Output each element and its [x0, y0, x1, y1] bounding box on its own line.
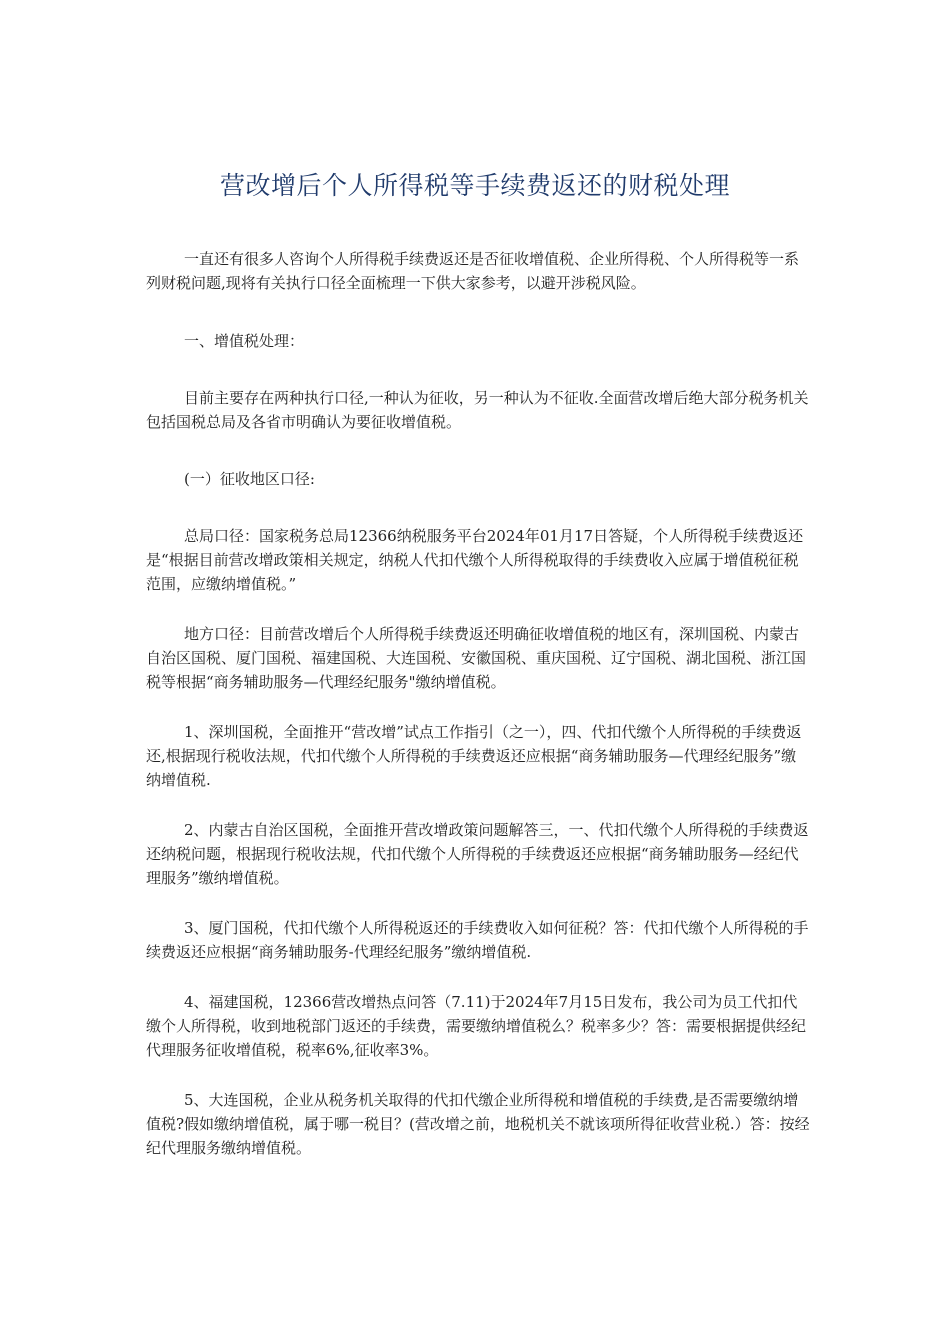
paragraph-local-bureaus: 地方口径：目前营改增后个人所得税手续费返还明确征收增值税的地区有，深圳国税、内蒙古自治区国税、厦门国税、福建国税、大连国税、安徽国税、重庆国税、辽宁国税、湖北国税、浙江国税等根据“商务辅助服务—代理经纪服务"缴纳增值税。 [146, 625, 807, 691]
paragraph-vat-overview: 目前主要存在两种执行口径,一种认为征收，另一种认为不征收.全面营改增后绝大部分税务机关包括国税总局及各省市明确认为要征收增值税。 [146, 389, 809, 431]
list-item-shenzhen: 1、深圳国税，全面推开“营改增”试点工作指引（之一），四、代扣代缴个人所得税的手续费返还,根据现行税收法规，代扣代缴个人所得税的手续费返还应根据“商务辅助服务—代理经纪服务”缴纳增值税. [146, 723, 802, 789]
paragraph-intro: 一直还有很多人咨询个人所得税手续费返还是否征收增值税、企业所得税、个人所得税等一系列财税问题,现将有关执行口径全面梳理一下供大家参考，以避开涉税风险。 [146, 250, 800, 292]
list-item-inner-mongolia: 2、内蒙古自治区国税，全面推开营改增政策问题解答三，一、代扣代缴个人所得税的手续费返还纳税问题，根据现行税收法规，代扣代缴个人所得税的手续费返还应根据“商务辅助服务—经纪代理服务”缴纳增值税。 [146, 821, 809, 887]
section-heading-vat: 一、增值税处理： [184, 332, 305, 350]
list-item-xiamen: 3、厦门国税，代扣代缴个人所得税返还的手续费收入如何征税？答：代扣代缴个人所得税的手续费返还应根据“商务辅助服务-代理经纪服务”缴纳增值税. [146, 919, 809, 961]
document-body [146, 247, 810, 1187]
list-item-dalian: 5、大连国税，企业从税务机关取得的代扣代缴企业所得税和增值税的手续费,是否需要缴纳增值税?假如缴纳增值税，属于哪一税目？(营改增之前，地税机关不就该项所得征收营业税.）答：按经纪代理服务缴纳增值税。 [146, 1091, 810, 1157]
paragraph-national-bureau: 总局口径：国家税务总局12366纳税服务平台2024年01月17日答疑，个人所得税手续费返还是“根据目前营改增政策相关规定，纳税人代扣代缴个人所得税取得的手续费收入应属于增值税征税范围，应缴纳增值税。” [146, 527, 804, 593]
list-item-fujian: 4、福建国税，12366营改增热点问答（7.11)于2024年7月15日发布，我公司为员工代扣代缴个人所得税，收到地税部门返还的手续费，需要缴纳增值税么？税率多少？答：需要根据提供经纪代理服务征收增值税，税率6%,征收率3%。 [146, 993, 807, 1059]
subsection-heading-levy-regions: (一）征收地区口径: [184, 470, 315, 488]
document-title: 营改增后个人所得税等手续费返还的财税处理 [219, 171, 730, 200]
